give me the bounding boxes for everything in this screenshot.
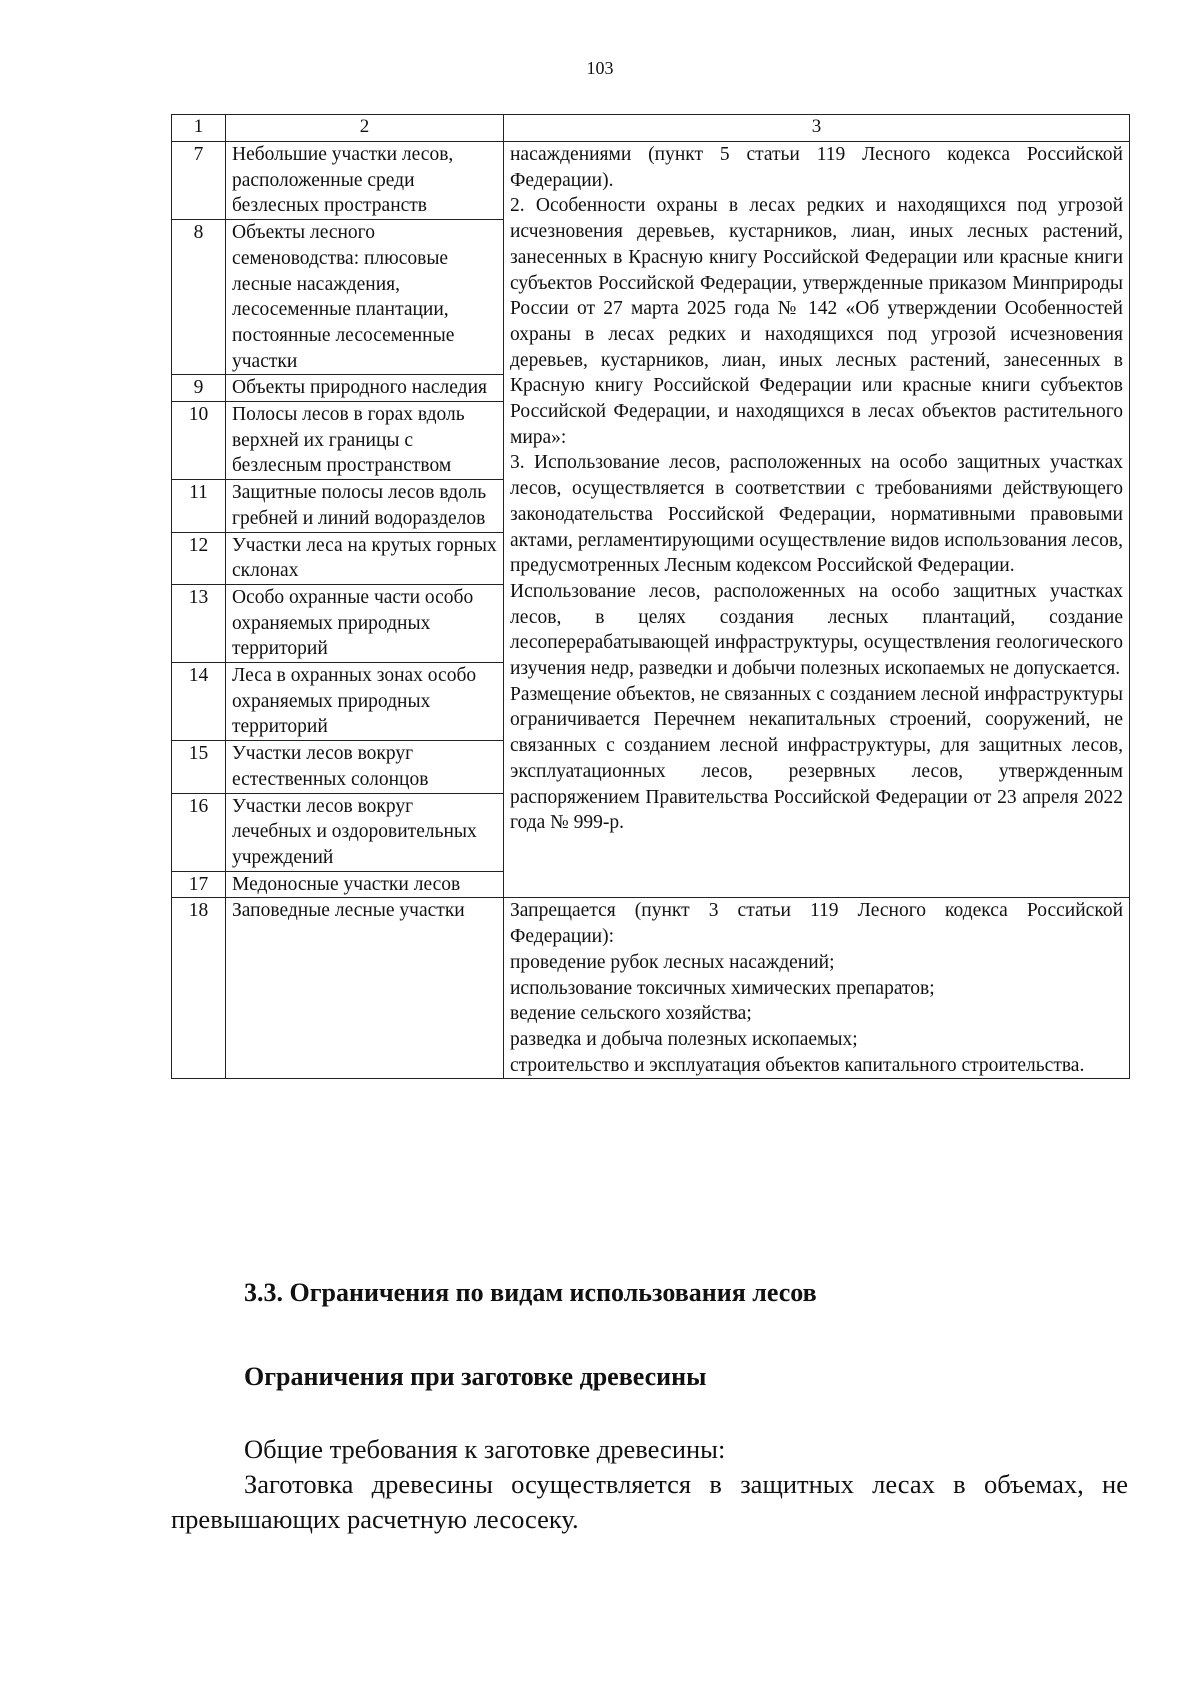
paragraph: Общие требования к заготовке древесины: xyxy=(244,1434,726,1464)
restriction-line: строительство и эксплуатация объектов капитального строительства. xyxy=(510,1054,1085,1076)
row-name: Медоносные участки лесов xyxy=(226,871,504,898)
row-number: 12 xyxy=(172,532,226,584)
shared-text-line: насаждениями (пункт 5 статьи 119 Лесного кодекса Российской Федерации). xyxy=(510,144,1123,191)
page-number: 103 xyxy=(586,58,614,78)
section-title: 3.3. Ограничения по видам использования лесов xyxy=(244,1278,817,1307)
subsection-title: Ограничения при заготовке древесины xyxy=(244,1362,707,1391)
row-name: Участки лесов вокруг естественных солонцов xyxy=(226,741,504,793)
row-name: Полосы лесов в горах вдоль верхней их границы с безлесным пространством xyxy=(226,402,504,480)
shared-text-line: Использование лесов, расположенных на особо защитных участках лесов, в целях создания лесных плантаций, создание лесоперерабатывающей инфраструктуры, осуществления геологического изучения недр, разведки и добычи полезных ископаемых не допускается. xyxy=(510,580,1123,680)
row-number: 15 xyxy=(172,741,226,793)
row-name: Леса в охранных зонах особо охраняемых природных территорий xyxy=(226,663,504,741)
row-name: Участки леса на крутых горных склонах xyxy=(226,532,504,584)
row-number: 17 xyxy=(172,871,226,898)
restriction-line: разведка и добыча полезных ископаемых; xyxy=(510,1028,858,1050)
header-cell-1: 1 xyxy=(172,115,226,142)
row-name: Небольшие участки лесов, расположенные среди безлесных пространств xyxy=(226,142,504,220)
row-number: 9 xyxy=(172,375,226,402)
row-number: 18 xyxy=(172,898,226,1079)
row-number: 14 xyxy=(172,663,226,741)
row-name: Объекты лесного семеноводства: плюсовые лесные насаждения, лесосеменные плантации, постоянные лесосеменные участки xyxy=(226,220,504,375)
row-number: 7 xyxy=(172,142,226,220)
table-row-last xyxy=(172,898,1130,1079)
row-number: 10 xyxy=(172,402,226,480)
shared-text-line: 3. Использование лесов, расположенных на особо защитных участках лесов, осуществляется в соответствии с требованиями действующего законодательства Российской Федерации, нормативными правовыми актами, регламентирующими осуществление видов использования лесов, предусмотренных Лесным кодексом Российской Федерации. xyxy=(510,452,1123,577)
row-number: 13 xyxy=(172,584,226,662)
table-header-row xyxy=(172,115,1130,142)
shared-text-line: Размещение объектов, не связанных с созданием лесной инфраструктуры ограничивается Перечнем некапитальных строений, сооружений, не связанных с созданием лесной инфраструктуры, для защитных лесов, эксплуатационных лесов, резервных лесов, утвержденным распоряжением Правительства Российской Федерации от 23 апреля 2022 года № 999-р. xyxy=(510,683,1123,834)
shared-restrictions-cell xyxy=(504,142,1130,898)
restriction-line: проведение рубок лесных насаждений; xyxy=(510,951,835,973)
restriction-line: ведение сельского хозяйства; xyxy=(510,1003,752,1025)
paragraph: Заготовка древесины осуществляется в защитных лесах в объемах, не превышающих расчетную лесосеку. xyxy=(171,1469,1128,1534)
restrictions-table xyxy=(171,114,1130,1079)
row-name: Заповедные лесные участки xyxy=(226,898,504,1079)
reserve-restrictions-cell xyxy=(504,898,1130,1079)
row-number: 11 xyxy=(172,480,226,532)
row-name: Защитные полосы лесов вдоль гребней и линий водоразделов xyxy=(226,480,504,532)
row-name: Участки лесов вокруг лечебных и оздоровительных учреждений xyxy=(226,793,504,871)
table-row xyxy=(172,142,1130,220)
row-number: 16 xyxy=(172,793,226,871)
header-cell-3: 3 xyxy=(504,115,1130,142)
row-number: 8 xyxy=(172,220,226,375)
shared-text-line: 2. Особенности охраны в лесах редких и находящихся под угрозой исчезновения деревьев, кустарников, лиан, иных лесных растений, занесенных в Красную книгу Российской Федерации или красные книги субъектов Российской Федерации, утвержденные приказом Минприроды России от 27 марта 2025 года № 142 «Об утверждении Особенностей охраны в лесах редких и находящихся под угрозой исчезновения деревьев, кустарников, лиан, иных лесных растений, занесенных в Красную книгу Российской Федерации или красные книги субъектов Российской Федерации, и находящихся в лесах объектов растительного мира»: xyxy=(510,195,1123,448)
header-cell-2: 2 xyxy=(226,115,504,142)
restriction-line: использование токсичных химических препаратов; xyxy=(510,977,935,999)
restriction-line: Запрещается (пункт 3 статьи 119 Лесного кодекса Российской Федерации): xyxy=(510,900,1123,948)
row-name: Объекты природного наследия xyxy=(226,375,504,402)
row-name: Особо охранные части особо охраняемых природных территорий xyxy=(226,584,504,662)
